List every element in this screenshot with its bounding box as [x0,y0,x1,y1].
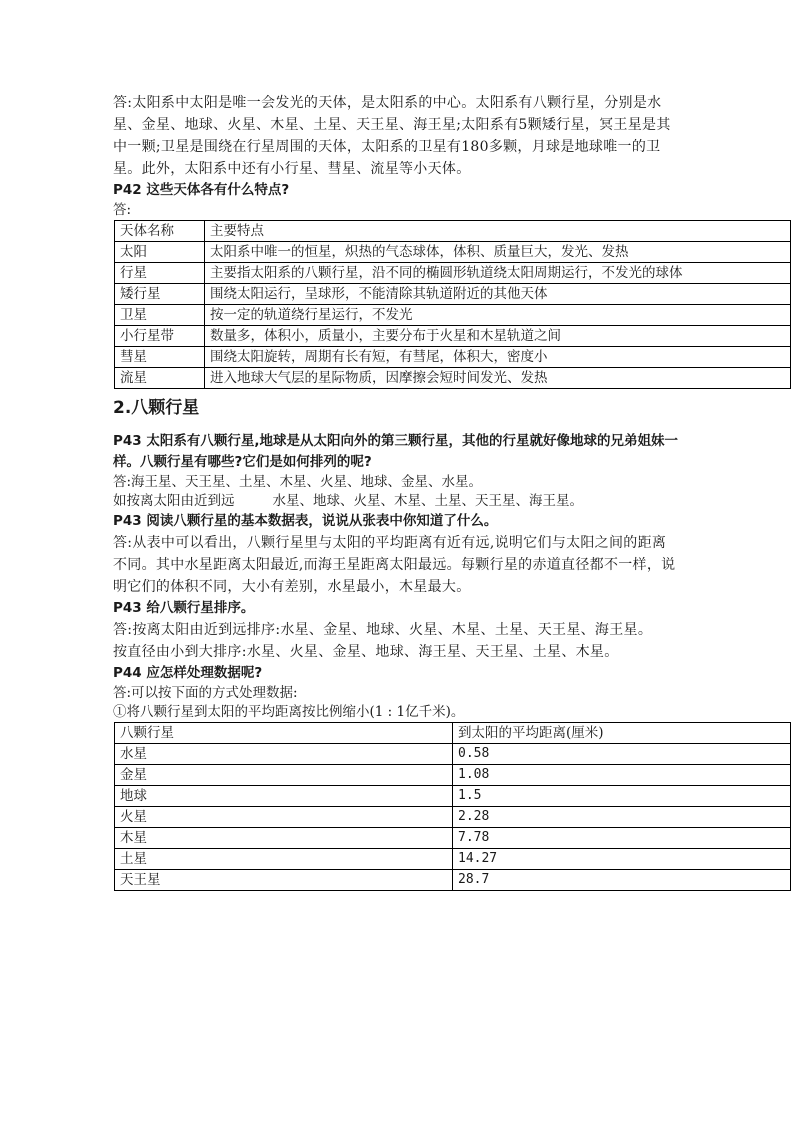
answer-p43-planets-order [113,492,793,511]
table-row [115,870,791,891]
question-p44: P44 应怎样处理数据呢? [113,665,263,681]
table-cell: 木星 [115,828,453,849]
table-cell: 主要指太阳系的八颗行星，沿不同的椭圆形轨道绕太阳周期运行，不发光的球体 [205,263,791,284]
table-cell: 0.58 [453,744,791,765]
table-cell: 火星 [115,807,453,828]
table-cell: 流星 [115,368,205,389]
intro-answer: 答:太阳系中太阳是唯一会发光的天体，是太阳系的中心。太阳系有八颗行星，分别是水星、金星、地球、火星、木星、土星、天王星、海王星;太阳系有5颗矮行星，冥王星是其中一颗;卫星是围绕在行星周围的天体，太阳系的卫星有180多颗，月球是地球唯一的卫星。此外，太阳系中还有小行星、彗星、流星等小天体。 [113,95,671,177]
table-cell: 天王星 [115,870,453,891]
table-header-row [115,723,791,744]
table-row [115,786,791,807]
table-row [115,305,791,326]
table-row [115,347,791,368]
question-p43-planets: P43 太阳系有八颗行星,地球是从太阳向外的第三颗行星，其他的行星就好像地球的兄弟姐妹一样。八颗行星有哪些?它们是如何排列的呢? [113,433,679,470]
table-row [115,849,791,870]
answer-p43-sort-diameter: 按直径由小到大排序:水星、火星、金星、地球、海王星、天王星、土星、木星。 [113,644,619,660]
table-cell: 太阳系中唯一的恒星，炽热的气态球体，体积、质量巨大，发光、发热 [205,242,791,263]
table-cell: 围绕太阳旋转，周期有长有短，有彗尾，体积大，密度小 [205,347,791,368]
table-cell: 进入地球大气层的星际物质，因摩擦会短时间发光、发热 [205,368,791,389]
table-cell: 数量多，体积小，质量小，主要分布于火星和木星轨道之间 [205,326,791,347]
answer-prefix-p42: 答: [113,202,132,218]
table-cell: 彗星 [115,347,205,368]
table-cell: 地球 [115,786,453,807]
table-cell: 行星 [115,263,205,284]
table-cell: 2.28 [453,807,791,828]
table-row [115,807,791,828]
table-cell: 围绕太阳运行，呈球形，不能清除其轨道附近的其他天体 [205,284,791,305]
table-header-cell: 到太阳的平均距离(厘米) [453,723,791,744]
table-row [115,368,791,389]
table-cell: 太阳 [115,242,205,263]
table-header-cell: 天体名称 [115,221,205,242]
table-header-cell: 八颗行星 [115,723,453,744]
answer-p43-data-table: 答:从表中可以看出，八颗行星里与太阳的平均距离有近有远,说明它们与太阳之间的距离不同。其中水星距离太阳最近,而海王星距离太阳最远。每颗行星的赤道直径都不一样，说明它们的体积不同，大小有差别，水星最小，木星最大。 [113,535,676,595]
answer-p44-step1: ①将八颗行星到太阳的平均距离按比例缩小(1 : 1亿千米)。 [113,704,465,720]
table-cell: 按一定的轨道绕行星运行，不发光 [205,305,791,326]
table-cell: 卫星 [115,305,205,326]
answer-p44-intro: 答:可以按下面的方式处理数据: [113,685,298,701]
planet-distance-table [114,722,791,891]
table-cell: 1.5 [453,786,791,807]
section-title: 2.八颗行星 [113,398,200,418]
celestial-features-table [114,220,791,389]
table-cell: 14.27 [453,849,791,870]
table-cell: 矮行星 [115,284,205,305]
table-row [115,284,791,305]
table-row [115,326,791,347]
table-cell: 水星 [115,744,453,765]
table-cell: 7.78 [453,828,791,849]
answer-p43-sort-distance: 答:按离太阳由近到远排序:水星、金星、地球、火星、木星、土星、天王星、海王星。 [113,622,653,638]
table-row [115,765,791,786]
table-header-cell: 主要特点 [205,221,791,242]
table-cell: 1.08 [453,765,791,786]
table-cell: 28.7 [453,870,791,891]
table-cell: 金星 [115,765,453,786]
table-row [115,828,791,849]
table-row [115,263,791,284]
table-cell: 小行星带 [115,326,205,347]
document-page [113,92,793,891]
table-row [115,242,791,263]
table-row [115,744,791,765]
question-p43-sort: P43 给八颗行星排序。 [113,600,255,616]
table-header-row [115,221,791,242]
question-p42: P42 这些天体各有什么特点? [113,182,290,198]
order-label: 如按离太阳由近到远 [113,493,235,509]
answer-p43-planets-list: 答:海王星、天王星、土星、木星、火星、地球、金星、水星。 [113,474,483,490]
question-p43-data-table: P43 阅读八颗行星的基本数据表，说说从张表中你知道了什么。 [113,513,498,529]
table-cell: 土星 [115,849,453,870]
order-value: 水星、地球、火星、木星、土星、天王星、海王星。 [272,493,583,509]
